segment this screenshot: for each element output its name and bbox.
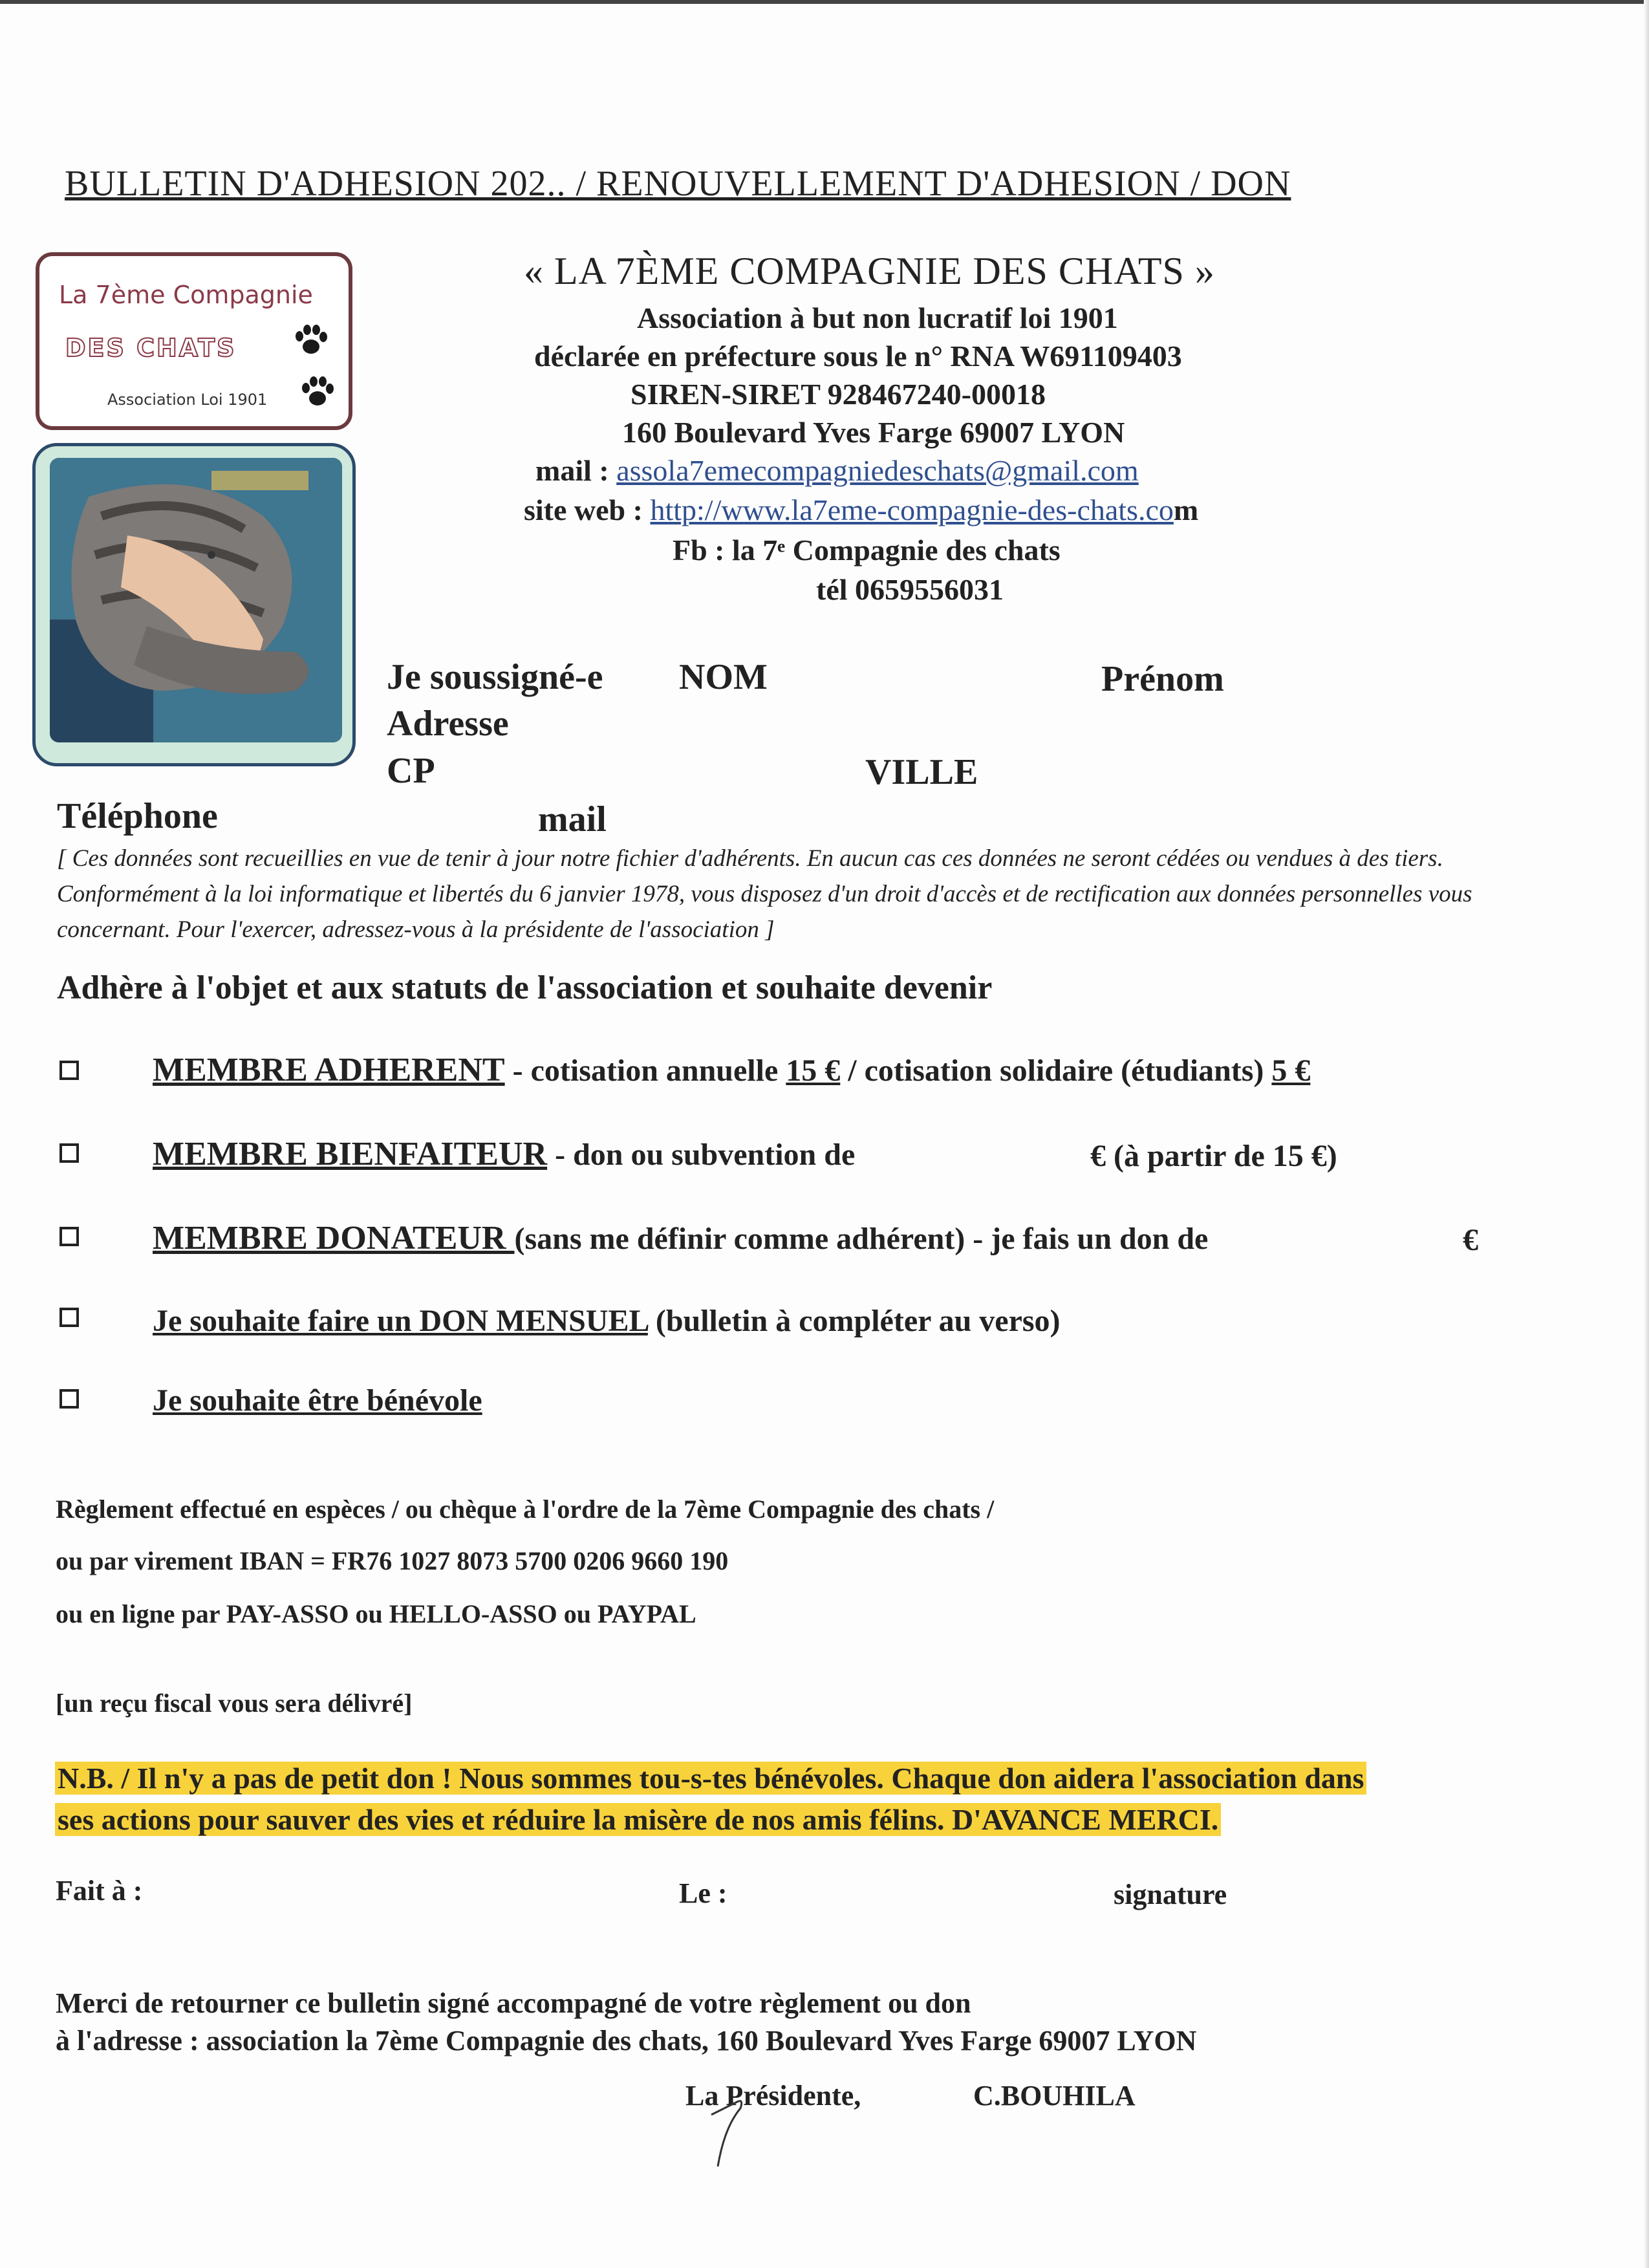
payment-iban: ou par virement IBAN = FR76 1027 8073 5700 0206 9660 190 [56,1546,729,1575]
option-donateur-text1: (sans me définir comme adhérent) - je fais un don de [514,1222,1209,1256]
presidente-name: C.BOUHILA [973,2080,1136,2111]
prenom-label: Prénom [1101,659,1224,699]
org-name: « LA 7ÈME COMPAGNIE DES CHATS » [524,250,1215,292]
option-bienfaiteur-amount: € (à partir de 15 €) [1090,1139,1337,1173]
option-membre-bienfaiteur [153,1135,855,1173]
option-benevole [153,1383,482,1418]
return-instructions: Merci de retourner ce bulletin signé accompagné de votre règlement ou don [56,1987,971,2019]
mail-label: mail [538,799,607,839]
option-membre-donateur [153,1219,1208,1257]
option-adherent-text2: / cotisation solidaire (étudiants) [840,1053,1272,1088]
fait-a-label: Fait à : [56,1875,143,1906]
payment-methods: Règlement effectué en espèces / ou chèque à l'ordre de la 7ème Compagnie des chats / [56,1495,995,1524]
org-siret: SIREN-SIRET 928467240-00018 [630,378,1046,411]
handwritten-signature [698,2089,776,2179]
option-adherent-price1: 15 € [786,1053,841,1088]
option-adherent-text1: - cotisation annuelle [504,1053,786,1088]
scan-edge-top [0,0,1649,4]
option-bienfaiteur-text1: - don ou subvention de [547,1138,856,1172]
option-adherent-price2: 5 € [1271,1053,1311,1088]
presidente-label: La Présidente, [685,2080,861,2111]
org-rna: déclarée en préfecture sous le n° RNA W691109403 [534,340,1182,373]
privacy-note: [ Ces données sont recueillies en vue de tenir à jour notre fichier d'adhérents. En aucun cas ces données ne seront cédées ou vendues à des tiers. Conformément à la loi informatique et libertés du 6 janvier 1978, vous disposez d'un droit d'accès et de rectification aux données personnelles vous concernant. Pour l'exercer, adressez-vous à la présidente de l'association ] [57,845,1472,943]
nom-label: NOM [679,657,768,697]
org-legal-status: Association à but non lucratif loi 1901 [637,301,1118,334]
cp-label: CP [387,751,435,791]
cat-photo-icon [50,458,342,742]
org-address: 160 Boulevard Yves Farge 69007 LYON [622,416,1125,449]
nb-text: N.B. / Il n'y a pas de petit don ! Nous sommes tou-s-tes bénévoles. Chaque don aidera l'association dans ses actions pour sauver des vies et réduire la misère de nos amis félins. D'AVANCE MERCI. [55,1762,1366,1836]
checkbox-membre-bienfaiteur[interactable] [59,1143,79,1163]
org-web-tail: m [1173,493,1199,526]
adhere-title: Adhère à l'objet et aux statuts de l'association et souhaite devenir [57,969,993,1006]
logo-subtitle: Association Loi 1901 [107,391,268,409]
nb-note [55,1758,1406,1841]
return-address: à l'adresse : association la 7ème Compagnie des chats, 160 Boulevard Yves Farge 69007 LYON [56,2025,1197,2057]
signature-label: signature [1114,1879,1227,1910]
soussigne-label: Je soussigné-e [387,657,603,697]
adresse-label: Adresse [387,704,509,744]
option-donateur-euro: € [1463,1223,1478,1257]
option-benevole-label: Je souhaite être bénévole [153,1383,482,1418]
org-web-line [524,493,1198,527]
checkbox-membre-donateur[interactable] [59,1227,79,1246]
checkbox-benevole[interactable] [59,1389,79,1409]
ville-label: VILLE [865,752,978,792]
org-mail-line [535,453,1139,488]
option-membre-adherent [153,1051,1310,1089]
checkbox-membre-adherent[interactable] [59,1061,79,1080]
org-phone: tél 0659556031 [816,573,1004,606]
option-donateur-label: MEMBRE DONATEUR [153,1220,515,1257]
logo-badge: DES CHATS [65,334,237,362]
cat-photo-frame [32,443,356,766]
option-don-mensuel [153,1303,1061,1339]
association-logo [36,252,352,430]
le-label: Le : [679,1877,727,1909]
fiscal-receipt-note: [un reçu fiscal vous sera délivré] [56,1689,413,1718]
org-facebook: Fb : la 7ᵉ Compagnie des chats [673,534,1061,567]
org-web-link[interactable]: http://www.la7eme-compagnie-des-chats.co [650,493,1174,526]
telephone-label: Téléphone [57,796,218,836]
option-mensuel-label: Je souhaite faire un DON MENSUEL [153,1304,648,1338]
org-mail-label: mail : [535,454,617,487]
checkbox-don-mensuel[interactable] [59,1308,79,1327]
option-adherent-label: MEMBRE ADHERENT [153,1052,505,1088]
logo-name: La 7ème Compagnie [59,281,313,309]
paw-icon [298,373,337,411]
document-title: BULLETIN D'ADHESION 202.. / RENOUVELLEMENT D'ADHESION / DON [65,164,1291,204]
org-web-label: site web : [524,493,651,526]
org-mail-link[interactable]: assola7emecompagniedeschats@gmail.com [616,454,1139,487]
scan-edge-right [1644,0,1649,2268]
paw-icon [292,321,330,360]
payment-online: ou en ligne par PAY-ASSO ou HELLO-ASSO ou PAYPAL [56,1599,696,1628]
option-bienfaiteur-label: MEMBRE BIENFAITEUR [153,1136,548,1172]
option-mensuel-text1: (bulletin à compléter au verso) [647,1304,1061,1338]
